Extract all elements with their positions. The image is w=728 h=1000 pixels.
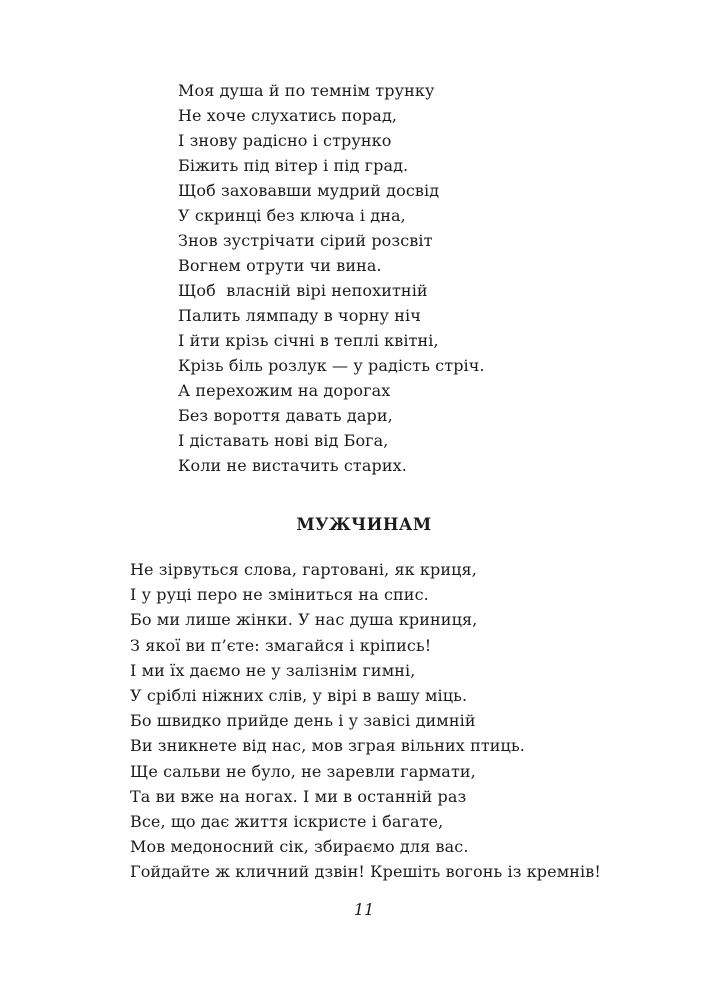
poem-line: Палить лямпаду в чорну ніч bbox=[178, 306, 421, 325]
poem-line: І у руці перо не зміниться на спис. bbox=[130, 585, 429, 605]
poem-line: Без вороття давать дари, bbox=[178, 406, 393, 425]
poem-line: І ми їх даємо не у залізнім гимні, bbox=[130, 660, 416, 680]
poem-line: Вогнем отрути чи вина. bbox=[178, 256, 382, 275]
poem-line: Моя душа й по темнім трунку bbox=[178, 81, 435, 100]
poem-line: Гойдайте ж кличний дзвін! Крешіть вогонь із кремнів! bbox=[130, 862, 601, 882]
poem-line: І йти крізь січні в теплі квітні, bbox=[178, 331, 439, 350]
poem-line: Бо ми лише жінки. У нас душа криниця, bbox=[130, 610, 478, 630]
poem-line: Ще сальви не було, не заревли гармати, bbox=[130, 761, 476, 781]
poem-line: Біжить під вітер і під град. bbox=[178, 156, 409, 175]
poem-muzhchynam bbox=[130, 557, 601, 885]
poem-line: У скринці без ключа і дна, bbox=[178, 206, 406, 225]
poem-line: З якої ви п’єте: змагайся і кріпись! bbox=[130, 635, 432, 655]
poem-line: Все, що дає життя іскристе і багате, bbox=[130, 812, 444, 832]
poem-line: І знову радісно і струнко bbox=[178, 131, 392, 150]
poem-line: А перехожим на дорогах bbox=[178, 381, 391, 400]
poem-line: Крізь біль розлук — у радість стріч. bbox=[178, 356, 485, 375]
poem-title: МУЖЧИНАМ bbox=[296, 515, 432, 534]
poem-line: Щоб заховавши мудрий досвід bbox=[178, 181, 440, 200]
poem-continued bbox=[178, 78, 485, 478]
poem-line: Не хоче слухатись порад, bbox=[178, 106, 398, 125]
poem-line: Ви зникнете від нас, мов зграя вільних птиць. bbox=[130, 736, 525, 756]
poem-line: Бо швидко прийде день і у завісі димній bbox=[130, 711, 476, 731]
page-number: 11 bbox=[353, 900, 375, 919]
poem-line: У сріблі ніжних слів, у вірі в вашу міць. bbox=[130, 686, 468, 706]
poem-line: Та ви вже на ногах. І ми в останній раз bbox=[130, 786, 467, 806]
poem-line: І діставать нові від Бога, bbox=[178, 431, 389, 450]
poem-line: Щоб власній вірі непохитній bbox=[178, 281, 428, 300]
poem-line: Не зірвуться слова, гартовані, як криця, bbox=[130, 560, 477, 579]
poem-line: Мов медоносний сік, збираємо для вас. bbox=[130, 837, 469, 857]
poem-line: Знов зустрічати сірий розсвіт bbox=[178, 231, 433, 250]
poem-line: Коли не вистачить старих. bbox=[178, 456, 407, 475]
